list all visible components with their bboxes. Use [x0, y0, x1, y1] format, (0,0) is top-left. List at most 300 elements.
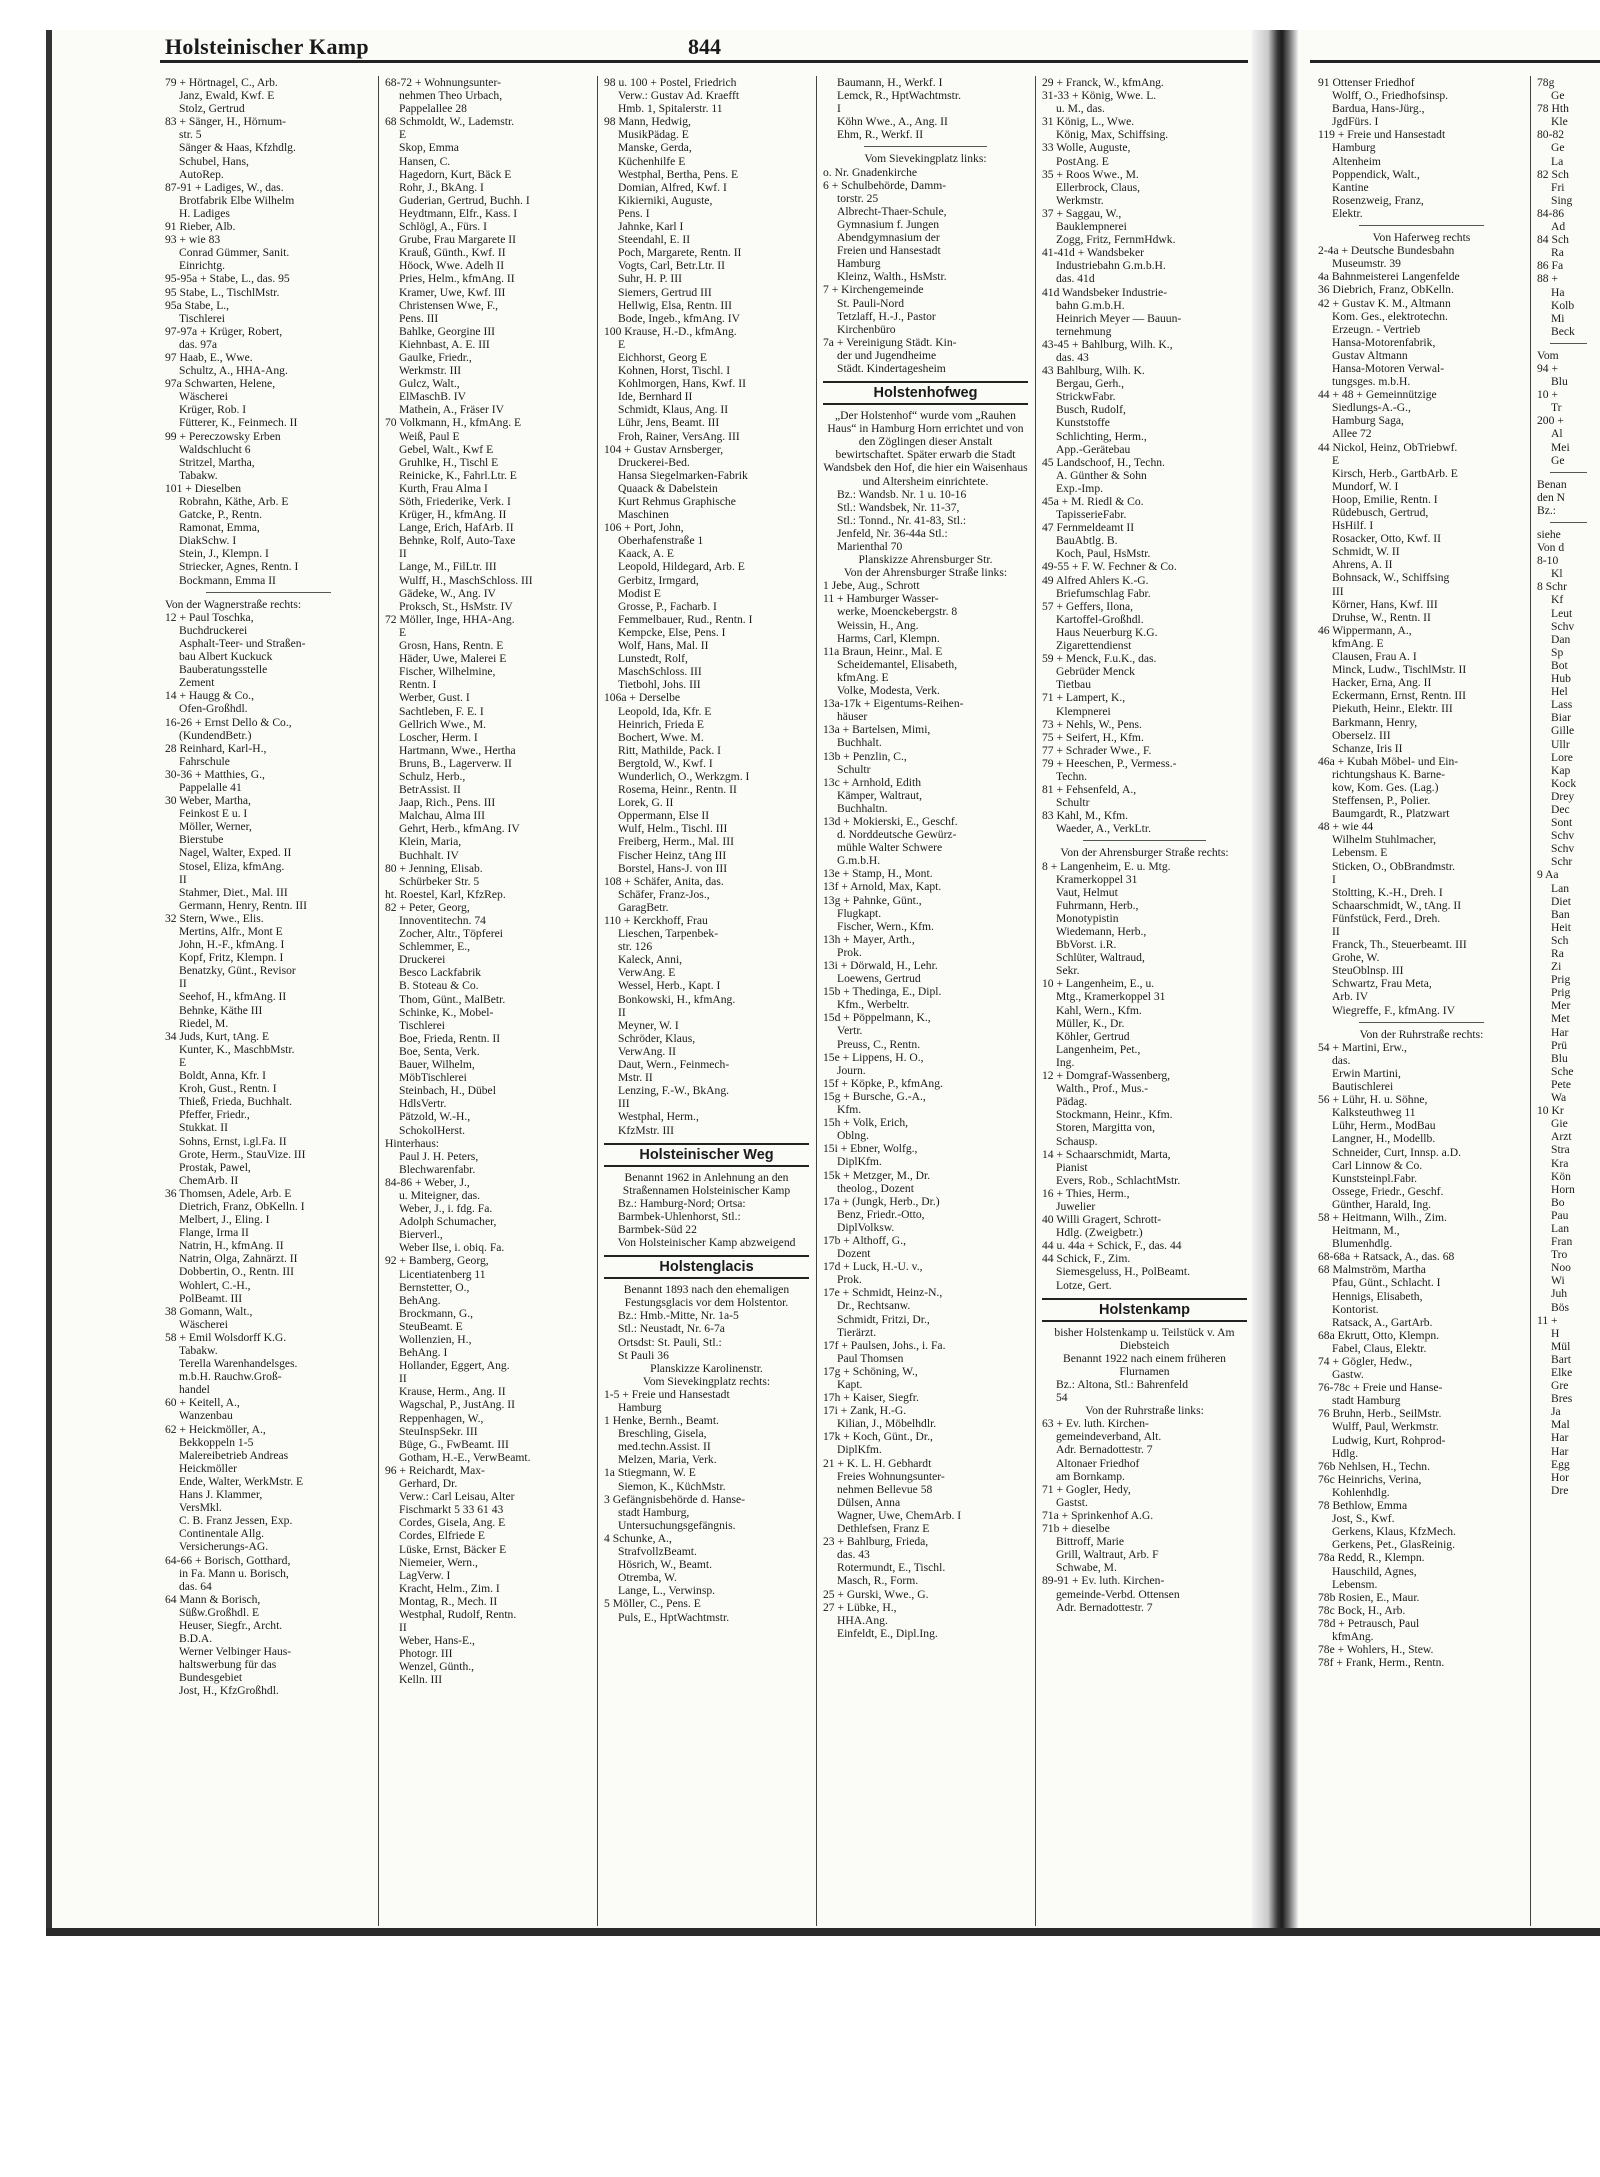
entry-line: DiplKfm.	[837, 1443, 882, 1457]
entry-line: Pau	[1551, 1208, 1569, 1222]
entry-line: Schäfer, Franz-Jos.,	[618, 887, 710, 901]
entry-line: Conrad Gümmer, Sanit.	[179, 246, 290, 260]
entry-line: Bundesgebiet	[179, 1671, 243, 1685]
entry-line: Buchdruckerei	[179, 623, 248, 637]
entry-line: Wagschal, P., JustAng. II	[399, 1398, 515, 1412]
entry-line: Siemon, K., KüchMstr.	[618, 1479, 726, 1493]
entry-line: Dre	[1551, 1483, 1569, 1497]
entry-line: Ramonat, Emma,	[179, 521, 260, 535]
entry-line: Besco Lackfabrik	[399, 966, 482, 980]
entry-line: Heit	[1551, 920, 1571, 934]
entry-line: siehe	[1537, 528, 1561, 541]
entry-line: 84-86	[1537, 206, 1565, 220]
entry-line: Leopold, Ida, Kfr. E	[618, 704, 712, 718]
entry-line: St. Pauli-Nord	[837, 296, 904, 310]
entry-line: Hub	[1551, 672, 1571, 686]
entry-line: John, H.-F., kfmAng. I	[179, 938, 285, 952]
entry-line: BetrAssist. II	[399, 783, 461, 797]
entry-line: Ehm, R., Werkf. II	[837, 128, 924, 142]
entry-line: StrickwFabr.	[1056, 390, 1116, 404]
entry-line: 12 + Paul Toschka,	[165, 610, 254, 624]
entry-line: Westphal, Rudolf, Rentn.	[399, 1607, 517, 1621]
entry-line: 84-86 + Weber, J.,	[385, 1175, 470, 1189]
entry-line: B. Stoteau & Co.	[399, 979, 479, 993]
entry-line: Schultr	[1056, 796, 1090, 810]
entry-line: III	[1332, 584, 1344, 598]
entry-line: Brockmann, G.,	[399, 1306, 474, 1320]
entry-line: Baumann, H., Werkf. I	[837, 76, 943, 89]
entry-line: Sachtleben, F. E. I	[399, 704, 484, 718]
entry-line: Schwartz, Frau Meta,	[1332, 977, 1432, 991]
entry-line: 80 + Jenning, Elisab.	[385, 861, 483, 875]
entry-line: BbVorst. i.R.	[1056, 938, 1117, 952]
entry-line: Adolph Schumacher,	[399, 1215, 497, 1229]
entry-line: Gustav Altmann	[1332, 348, 1408, 362]
entry-line: Puls, E., HptWachtmstr.	[618, 1610, 730, 1624]
entry-line: Gebrüder Menck	[1056, 665, 1135, 679]
entry-line: Von d	[1537, 541, 1565, 555]
entry-line: Kaack, A. E	[618, 547, 675, 561]
entry-line: Körner, Hans, Kwf. III	[1332, 597, 1438, 611]
entry-line: 91 Rieber, Alb.	[165, 220, 236, 234]
entry-line: HdlsVertr.	[399, 1097, 447, 1111]
entry-line: Gille	[1551, 724, 1575, 738]
entry-line: Pfau, Günt., Schlacht. I	[1332, 1276, 1441, 1290]
entry-line: gemeinde-Verbd. Ottensen	[1056, 1587, 1180, 1601]
entry-line: Gebel, Walt., Kwf E	[399, 442, 494, 456]
entry-line: Bierverl.,	[399, 1228, 443, 1242]
entry-line: 49 Alfred Ahlers K.-G.	[1042, 573, 1149, 587]
entry-line: 46a + Kubah Möbel- und Ein-	[1318, 754, 1459, 768]
entry-line: Verw.: Carl Leisau, Alter	[399, 1490, 515, 1504]
entry-line: Stl.: Tonnd., Nr. 41-83, Stl.:	[837, 513, 967, 527]
entry-line: Schultz, A., HHA-Ang.	[179, 364, 288, 378]
entry-line: Grote, Herm., StauVize. III	[179, 1147, 306, 1161]
entry-line: 100 Krause, H.-D., kfmAng.	[604, 324, 737, 338]
entry-line: Lenzing, F.-W., BkAng.	[618, 1084, 730, 1098]
entry-line: Kurth, Frau Alma I	[399, 481, 488, 495]
entry-line: Borstel, Hans-J. von III	[618, 861, 728, 875]
entry-line: Dethlefsen, Franz E	[837, 1522, 930, 1536]
entry-line: Ossege, Friedr., Geschf.	[1332, 1184, 1444, 1198]
entry-line: kfmAng.	[1332, 1629, 1374, 1643]
entry-line: o. Nr. Gnadenkirche	[823, 165, 918, 179]
entry-line: Albrecht-Thaer-Schule,	[837, 204, 947, 218]
entry-line: II	[618, 1005, 626, 1019]
entry-line: 108 + Schäfer, Anita, das.	[604, 874, 724, 888]
entry-line: Fahrschule	[179, 754, 230, 768]
entry-line: Industriebahn G.m.b.H.	[1056, 259, 1166, 273]
entry-line: Adr. Bernadottestr. 7	[1056, 1600, 1153, 1614]
entry-line: Lange, L., Verwinsp.	[618, 1584, 716, 1598]
entry-line: Manske, Gerda,	[618, 141, 692, 155]
entry-line: 73 + Nehls, W., Pens.	[1042, 717, 1142, 731]
entry-line: Sänger & Haas, Kfzhdlg.	[179, 141, 296, 155]
entry-line: 77 + Schrader Wwe., F.	[1042, 743, 1152, 757]
entry-line: Söth, Friederike, Verk. I	[399, 495, 511, 508]
entry-line: Schausp.	[1056, 1134, 1098, 1148]
entry-line: Har	[1551, 1431, 1569, 1445]
entry-line: Zement	[179, 676, 215, 690]
entry-line: MusikPädag. E	[618, 128, 689, 142]
entry-line: 3 Gefängnisbehörde d. Hanse-	[604, 1492, 746, 1506]
entry-line: Siemesgeluss, H., PolBeamt.	[1056, 1265, 1190, 1279]
entry-line: 17h + Kaiser, Siegfr.	[823, 1391, 919, 1405]
entry-line: Klempnerei	[1056, 704, 1111, 718]
entry-line: Tetzlaff, H.-J., Pastor	[837, 309, 936, 323]
entry-line: Ludwig, Kurt, Rohprod-	[1332, 1433, 1446, 1447]
entry-line: Städt. Kindertagesheim	[837, 361, 946, 375]
entry-line: III	[618, 1097, 630, 1111]
entry-line: Preuss, C., Rentn.	[837, 1037, 921, 1051]
entry-line: Sing	[1551, 193, 1573, 207]
street-note: Von Haferweg rechts	[1372, 231, 1471, 245]
entry-line: Montag, R., Mech. II	[399, 1594, 498, 1608]
street-heading: Holsteinischer Weg	[604, 1143, 809, 1167]
entry-line: Fran	[1551, 1235, 1573, 1249]
scan-edge-left	[46, 30, 52, 1936]
street-note: Vom Sievekingplatz links:	[864, 152, 987, 166]
entry-line: Buchhalt. IV	[399, 848, 459, 862]
column-6	[1318, 76, 1525, 1921]
entry-line: 95 Stabe, L., TischlMstr.	[165, 285, 280, 299]
entry-line: Hartmann, Wwe., Hertha	[399, 743, 516, 757]
entry-line: Behnke, Rolf, Auto-Taxe	[399, 534, 516, 548]
entry-line: 56 + Lühr, H. u. Söhne,	[1318, 1093, 1428, 1107]
entry-line: Cordes, Elfriede E	[399, 1529, 485, 1543]
entry-line: Vom	[1537, 348, 1559, 362]
entry-line: Loewens, Gertrud	[837, 972, 921, 986]
entry-line: 106 + Port, John,	[604, 521, 684, 535]
entry-line: Schneider, Curt, Innsp. a.D.	[1332, 1145, 1461, 1159]
entry-line: Ra	[1551, 947, 1564, 960]
entry-line: Ban	[1551, 907, 1570, 921]
entry-line: 68 Schmoldt, W., Lademstr.	[385, 115, 515, 129]
entry-line: II	[399, 1372, 407, 1386]
entry-line: Hagedorn, Kurt, Bäck E	[399, 167, 512, 181]
entry-line: 97-97a + Krüger, Robert,	[165, 324, 283, 338]
entry-line: 68-72 + Wohnungsunter-	[385, 76, 501, 89]
entry-line: Boldt, Anna, Kfr. I	[179, 1069, 266, 1083]
entry-line: Freies Wohnungsunter-	[837, 1469, 945, 1483]
entry-line: 93 + wie 83	[165, 233, 221, 247]
entry-line: Wulf, Helm., Tischl. III	[618, 822, 728, 836]
entry-line: Elektr.	[1332, 206, 1363, 220]
entry-line: Schubel, Hans,	[179, 154, 249, 168]
entry-line: Buchhalt.	[837, 736, 882, 750]
entry-line: Altenheim	[1332, 154, 1381, 168]
entry-line: Seehof, H., kfmAng. II	[179, 990, 287, 1004]
entry-line: 35 + Roos Wwe., M.	[1042, 167, 1139, 181]
entry-line: Kaleck, Anni,	[618, 953, 683, 967]
entry-line: Ja	[1551, 1405, 1561, 1419]
entry-line: mühle Walter Schwere	[837, 841, 943, 855]
entry-line: 99 + Pereczowsky Erben	[165, 429, 281, 443]
separator-rule	[1550, 343, 1588, 344]
entry-line: Schürbeker Str. 5	[399, 874, 480, 888]
entry-line: Natrin, H., kfmAng. II	[179, 1239, 284, 1253]
entry-line: bau Albert Kuckuck	[179, 650, 273, 664]
entry-line: Lan	[1551, 881, 1570, 895]
entry-line: ht. Roestel, Karl, KfzRep.	[385, 887, 506, 901]
entry-line: Schv	[1551, 829, 1575, 843]
entry-line: Drey	[1551, 789, 1575, 803]
entry-line: Kikierniki, Auguste,	[618, 193, 713, 207]
entry-line: das.	[1332, 1053, 1351, 1067]
entry-line: Hansen, C.	[399, 154, 451, 168]
entry-line: Ha	[1551, 285, 1565, 299]
entry-line: Schwabe, M.	[1056, 1561, 1117, 1575]
entry-line: Egg	[1551, 1457, 1570, 1471]
entry-line: Gie	[1551, 1117, 1568, 1131]
entry-line: Prostak, Pawel,	[179, 1160, 251, 1174]
entry-line: Untersuchungsgefängnis.	[618, 1518, 736, 1532]
entry-line: Hel	[1551, 685, 1568, 699]
entry-line: Modist E	[618, 586, 661, 600]
entry-line: Gastw.	[1332, 1368, 1364, 1382]
entry-line: Mertins, Alfr., Mont E	[179, 925, 283, 938]
entry-line: Gellrich Wwe., M.	[399, 717, 487, 731]
entry-line: Dobbertin, O., Rentn. III	[179, 1265, 294, 1279]
entry-line: Scheidemantel, Elisabeth,	[837, 657, 958, 671]
entry-line: Wolf, Hans, Mal. II	[618, 639, 709, 653]
entry-line: Mundorf, W. I	[1332, 479, 1399, 493]
entry-line: Heuser, Siegfr., Archt.	[179, 1618, 283, 1632]
running-head-street: Holsteinischer Kamp	[165, 34, 369, 59]
entry-line: Oblng.	[837, 1129, 869, 1143]
entry-line: Grosn, Hans, Rentn. E	[399, 639, 504, 653]
entry-line: Fünfstück, Ferd., Dreh.	[1332, 911, 1441, 925]
entry-line: 81 + Fehsenfeld, A.,	[1042, 783, 1137, 797]
entry-line: Ing.	[1056, 1055, 1075, 1069]
entry-line: Hamburg	[837, 257, 881, 271]
entry-line: 78 Hth	[1537, 102, 1569, 116]
entry-line: 71b + dieselbe	[1042, 1522, 1110, 1536]
entry-line: Hansa-Motoren Verwal-	[1332, 361, 1445, 375]
entry-line: Hansa Siegelmarken-Fabrik	[618, 468, 748, 482]
entry-line: Blu	[1551, 375, 1568, 389]
entry-line: Ullr	[1551, 737, 1570, 751]
book-spine	[1252, 30, 1298, 1936]
entry-line: VerwAng. II	[618, 1044, 676, 1058]
entry-line: med.techn.Assist. II	[618, 1440, 711, 1454]
entry-line: Mal	[1551, 1418, 1570, 1432]
entry-line: Bz.:	[1537, 503, 1556, 517]
entry-line: Noo	[1551, 1261, 1571, 1275]
entry-line: 78b Rosien, E., Maur.	[1318, 1590, 1420, 1604]
entry-line: Pens. I	[618, 206, 650, 220]
entry-line: Rosenzweig, Franz,	[1332, 193, 1424, 207]
entry-line: Werber, Gust. I	[399, 691, 470, 705]
separator-rule	[1550, 472, 1588, 473]
street-note: Von Holsteinischer Kamp abzweigend	[617, 1236, 796, 1250]
entry-line: Heinrich, Frieda E	[618, 717, 704, 731]
entry-line: Bardua, Hans-Jürg.,	[1332, 102, 1425, 116]
entry-line: Krause, Herm., Ang. II	[399, 1385, 506, 1399]
entry-line: Weber, Hans-E.,	[399, 1634, 475, 1648]
entry-line: 83 Kahl, M., Kfm.	[1042, 809, 1128, 823]
entry-line: Blu	[1551, 1051, 1568, 1065]
entry-line: Wulff, Paul, Werkmstr.	[1332, 1420, 1439, 1434]
entry-line: Riedel, M.	[179, 1016, 229, 1030]
entry-line: am Bornkamp.	[1056, 1469, 1125, 1483]
entry-line: Köhn Wwe., A., Ang. II	[837, 115, 948, 129]
entry-line: Arb. IV	[1332, 990, 1369, 1004]
entry-line: Gädeke, W., Ang. IV	[399, 586, 496, 600]
entry-line: der und Jugendheime	[837, 348, 937, 362]
entry-line: 97a Schwarten, Helene,	[165, 377, 276, 391]
entry-line: Melbert, J., Eling. I	[179, 1213, 270, 1227]
entry-line: 31 König, L., Wwe.	[1042, 115, 1135, 129]
entry-line: Lühr, Herm., ModBau	[1332, 1119, 1436, 1133]
entry-line: Juwelier	[1056, 1199, 1096, 1213]
entry-line: Hauschild, Agnes,	[1332, 1564, 1417, 1578]
entry-line: Wagner, Uwe, ChemArb. I	[837, 1508, 962, 1522]
entry-line: Guderian, Gertrud, Buchh. I	[399, 193, 530, 207]
entry-line: in Fa. Mann u. Borisch,	[179, 1566, 289, 1580]
entry-line: Wilhelm Stuhlmacher,	[1332, 833, 1437, 847]
entry-line: Bo	[1551, 1195, 1565, 1209]
entry-line: Waldschlucht 6	[179, 442, 251, 456]
entry-line: Photogr. III	[399, 1647, 453, 1661]
entry-line: Dülsen, Anna	[837, 1495, 901, 1509]
column-5	[1042, 76, 1247, 1921]
entry-line: Kleinz, Walth., HsMstr.	[837, 270, 947, 284]
entry-line: 71a + Sprinkenhof A.G.	[1042, 1508, 1154, 1522]
entry-line: Grohe, W.	[1332, 951, 1380, 965]
entry-line: Fabel, Claus, Elektr.	[1332, 1341, 1427, 1355]
entry-line: ElMaschB. IV	[399, 390, 466, 404]
column-divider	[597, 76, 598, 1926]
entry-line: 48 + wie 44	[1318, 820, 1374, 834]
entry-line: Jenfeld, Nr. 36-44a Stl.:	[837, 526, 948, 540]
entry-line: Bauer, Wilhelm,	[399, 1058, 475, 1072]
entry-line: Bahlke, Georgine III	[399, 324, 496, 338]
entry-line: Eichhorst, Georg E	[618, 350, 707, 364]
entry-line: Rosema, Heinr., Rentn. II	[618, 783, 737, 797]
entry-line: Hdlg. (Zweigbetr.)	[1056, 1226, 1143, 1240]
entry-line: Schlögl, A., Fürs. I	[399, 220, 487, 234]
entry-line: Kön	[1551, 1169, 1571, 1183]
entry-line: 27 + Lübke, H.,	[823, 1600, 897, 1614]
street-note: Von der Ahrensburger Straße links:	[843, 566, 1008, 580]
entry-line: 2-4a + Deutsche Bundesbahn	[1318, 244, 1455, 258]
entry-line: E	[1332, 453, 1340, 467]
entry-line: Prok.	[837, 945, 862, 959]
entry-line: Kolb	[1551, 298, 1575, 312]
entry-line: 36 Diebrich, Franz, ObKelln.	[1318, 283, 1454, 297]
entry-line: Natrin, Olga, Zahnärzt. II	[179, 1252, 298, 1266]
entry-line: 37 + Saggau, W.,	[1042, 206, 1122, 220]
entry-line: Tr	[1551, 401, 1562, 415]
entry-line: Pappelalle 41	[179, 780, 242, 794]
entry-line: Pätzold, W.-H.,	[399, 1110, 471, 1124]
entry-line: 1-5 + Freie und Hansestadt	[604, 1387, 730, 1401]
entry-line: Kunststeinpl.Fabr.	[1332, 1171, 1418, 1185]
entry-line: Wohlert, C.-H.,	[179, 1278, 251, 1292]
entry-line: Hdlg.	[1332, 1446, 1359, 1460]
entry-line: Exp.-Imp.	[1056, 481, 1104, 495]
street-note: bisher Holstenkamp u. Teilstück v. Am Diebsteich	[1054, 1325, 1235, 1352]
entry-line: 97 Haab, E., Wwe.	[165, 350, 253, 364]
entry-line: Otremba, W.	[618, 1571, 677, 1585]
entry-line: Ortsdst: St. Pauli, Stl.:	[618, 1335, 722, 1349]
entry-line: Kantine	[1332, 180, 1369, 194]
entry-line: DiplKfm.	[837, 1155, 882, 1169]
entry-line: Oberhafenstraße 1	[618, 534, 704, 548]
entry-line: Bode, Ingeb., kfmAng. IV	[618, 311, 741, 325]
entry-line: E	[399, 128, 407, 142]
entry-line: 15d + Pöppelmann, K.,	[823, 1011, 931, 1025]
entry-line: Stl.: Wandsbek, Nr. 11-37,	[837, 500, 960, 514]
entry-line: Pete	[1551, 1077, 1571, 1091]
entry-line: Dietrich, Franz, ObKelln. I	[179, 1199, 305, 1213]
entry-line: Juh	[1551, 1287, 1568, 1301]
entry-line: 110 + Kerckhoff, Frau	[604, 914, 708, 927]
entry-line: 13e + Stamp, H., Mont.	[823, 867, 933, 881]
entry-line: Gerbitz, Irmgard,	[618, 573, 699, 587]
entry-line: das. 43	[1056, 350, 1089, 364]
entry-line: Barkmann, Henry,	[1332, 715, 1418, 729]
entry-line: 43-45 + Bahlburg, Wilh. K.,	[1042, 337, 1173, 351]
entry-line: Bz.: Wandsb. Nr. 1 u. 10-16	[837, 487, 967, 501]
entry-line: Kalksteuthweg 11	[1332, 1106, 1416, 1120]
entry-line: Freiberg, Herm., Mal. III	[618, 835, 735, 849]
entry-line: 45a + M. Riedl & Co.	[1042, 495, 1144, 508]
entry-line: G.m.b.H.	[837, 854, 881, 868]
entry-line: 104 + Gustav Arnsberger,	[604, 442, 724, 456]
entry-line: Kom. Ges., elektrotechn.	[1332, 309, 1448, 323]
entry-line: Meyner, W. I	[618, 1018, 679, 1032]
entry-line: kow, Kom. Ges. (Lag.)	[1332, 780, 1439, 794]
entry-line: Journ.	[837, 1063, 866, 1077]
entry-line: Wunderlich, O., Werkzgm. I	[618, 769, 750, 783]
entry-line: VersMkl.	[179, 1501, 222, 1515]
entry-line: 76-78c + Freie und Hanse-	[1318, 1381, 1443, 1395]
entry-line: Mer	[1551, 999, 1571, 1013]
entry-line: Kunststoffe	[1056, 416, 1110, 430]
entry-line: Tabakw.	[179, 468, 218, 482]
entry-line: Sohns, Ernst, i.gl.Fa. II	[179, 1134, 287, 1148]
entry-line: ChemArb. II	[179, 1173, 239, 1187]
entry-line: Bz.: Hmb.-Mitte, Nr. 1a-5	[618, 1309, 739, 1323]
column-7-cropped	[1537, 76, 1600, 1921]
entry-line: Boe, Frieda, Rentn. II	[399, 1031, 501, 1045]
entry-line: 64-66 + Borisch, Gotthard,	[165, 1553, 291, 1567]
entry-line: Rohr, J., BkAng. I	[399, 180, 484, 194]
entry-line: Dan	[1551, 632, 1571, 646]
entry-line: Erzeugn. - Vertrieb	[1332, 322, 1421, 336]
entry-line: Bres	[1551, 1392, 1573, 1406]
entry-line: 83 + Sänger, H., Hörnum-	[165, 115, 287, 129]
entry-line: Lebensm.	[1332, 1577, 1378, 1591]
entry-line: m.b.H. Rauchw.Groß-	[179, 1370, 282, 1384]
entry-line: SteuBeamt. E	[399, 1319, 463, 1333]
entry-line: Janz, Ewald, Kwf. E	[179, 89, 275, 103]
entry-line: 16 + Thies, Herm.,	[1042, 1186, 1130, 1200]
entry-line: Jahnke, Karl I	[618, 220, 684, 234]
entry-line: u. M., das.	[1056, 102, 1105, 116]
entry-line: 1a Stiegmann, W. E	[604, 1466, 696, 1480]
entry-line: bahn G.m.b.H.	[1056, 298, 1125, 312]
entry-line: 11 +	[1537, 1313, 1558, 1327]
entry-line: Flugkapt.	[837, 906, 882, 920]
street-note: Benannt 1962 in Anlehnung an den Straßennamen Holsteinischer Kamp	[622, 1170, 791, 1197]
entry-line: 45 Landschoof, H., Techn.	[1042, 455, 1165, 469]
entry-line: theolog., Dozent	[837, 1181, 914, 1195]
entry-line: (KundendBetr.)	[179, 728, 252, 742]
entry-line: Bruns, B., Lagerverw. II	[399, 756, 512, 770]
